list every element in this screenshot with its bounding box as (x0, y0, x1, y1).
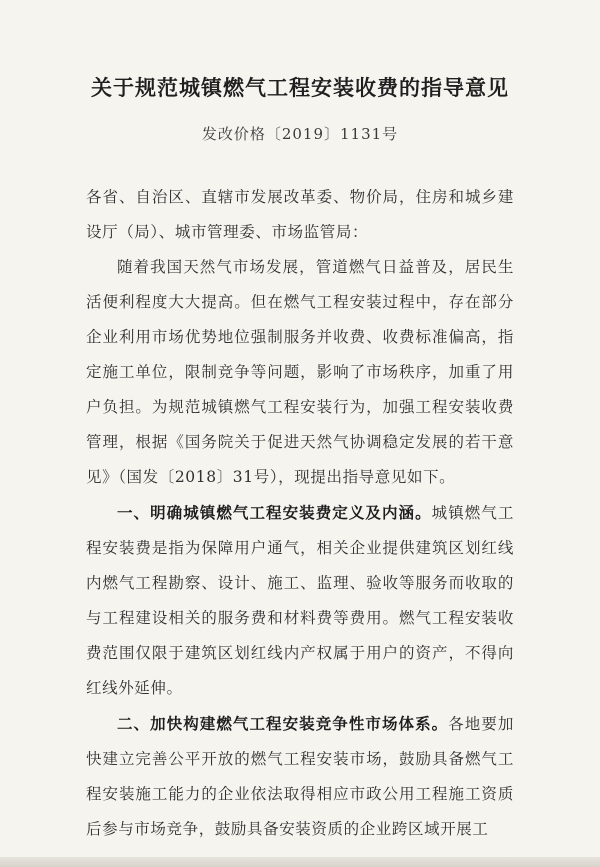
section-1-heading: 一、明确城镇燃气工程安装费定义及内涵。 (117, 503, 432, 522)
document-number: 发改价格〔2019〕1131号 (201, 125, 399, 143)
salutation: 各省、自治区、直辖市发展改革委、物价局，住房和城乡建设厅（局）、城市管理委、市场监管局： (86, 188, 514, 241)
section-1-text: 城镇燃气工程安装费是指为保障用户通气，相关企业提供建筑区划红线内燃气工程勘察、设计、施工、监理、验收等服务而收取的与工程建设相关的服务费和材料费等费用。燃气工程安装收费范围仅限于建筑区划红线内产权属于用户的资产，不得向红线外延伸。 (86, 504, 514, 697)
section-1-paragraph (86, 495, 514, 706)
section-2-text: 各地要加快建立完善公平开放的燃气工程安装市场，鼓励具备燃气工程安装施工能力的企业依法取得相应市政公用工程施工资质后参与市场竞争，鼓励具备安装资质的企业跨区域开展工 (86, 715, 514, 838)
intro-paragraph: 随着我国天然气市场发展，管道燃气日益普及，居民生活便利程度大大提高。但在燃气工程安装过程中，存在部分企业利用市场优势地位强制服务并收费、收费标准偏高，指定施工单位，限制竞争等问题，影响了市场秩序，加重了用户负担。为规范城镇燃气工程安装行为，加强工程安装收费管理，根据《国务院关于促进天然气协调稳定发展的若干意见》（国发〔2018〕31号），现提出指导意见如下。 (86, 258, 514, 486)
section-2-heading: 二、加快构建燃气工程安装竞争性市场体系。 (117, 714, 449, 733)
document-body (86, 180, 514, 847)
page-bottom-edge (0, 857, 600, 867)
section-2-paragraph (86, 706, 514, 847)
document-title: 关于规范城镇燃气工程安装收费的指导意见 (91, 75, 509, 100)
